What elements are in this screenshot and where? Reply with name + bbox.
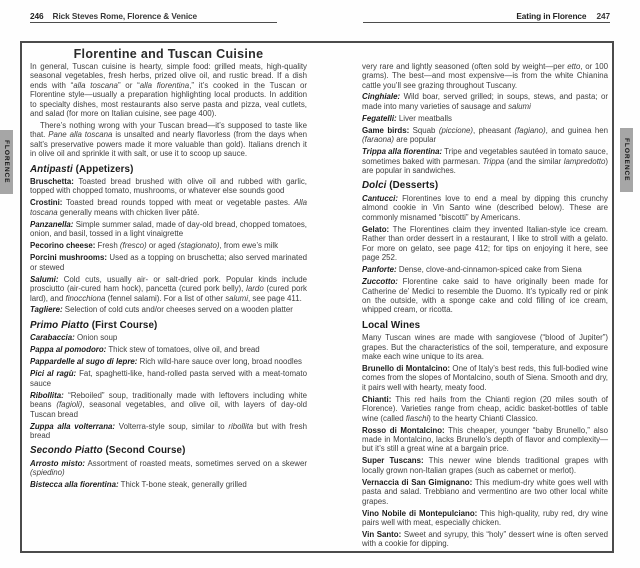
page-number-left: 246 bbox=[30, 11, 44, 21]
section-heading: Secondo Piatto (Second Course) bbox=[30, 445, 186, 457]
cuisine-entry: Chianti: This red hails from the Chianti region (20 miles south of Florence). Varieties range from cheap, acidic basket-bottles of table wine (called fiaschi) to the hearty Chianti Classico. bbox=[362, 394, 608, 423]
florence-tab-right: FLORENCE bbox=[620, 128, 633, 192]
box-title: Florentine and Tuscan Cuisine bbox=[73, 47, 264, 61]
entry-term: Bruschetta: bbox=[30, 177, 74, 187]
entry-term: Gelato: bbox=[362, 224, 390, 234]
page-number-right: 247 bbox=[596, 11, 610, 21]
entry-term: Pappa al pomodoro: bbox=[30, 345, 107, 355]
cuisine-entry: Pecorino cheese: Fresh (fresco) or aged (stagionato), from ewe’s milk bbox=[30, 241, 279, 251]
entry-term: Vin Santo: bbox=[362, 530, 402, 540]
cuisine-entry: Zuccotto: Florentine cake said to have originally been made for Catherine de’ Medici to resemble the Duomo. It’s typically red or pink on the outside, with a sponge cake and cold filling of ice cream, whipped cream, or ricotta. bbox=[362, 277, 608, 315]
cuisine-entry: Brunello di Montalcino: One of Italy’s best reds, this full-bodied wine comes from the slopes of Montalcino, south of Siena. Smooth and dry, it pairs well with hearty, meaty food. bbox=[362, 363, 608, 392]
cuisine-entry: Vin Santo: Sweet and syrupy, this “holy” dessert wine is often served with a cookie for dipping. bbox=[362, 530, 608, 549]
entry-term: Ribollita: bbox=[30, 390, 64, 400]
entry-term: Porcini mushrooms: bbox=[30, 253, 107, 263]
cuisine-entry: Rosso di Montalcino: This cheaper, younger “baby Brunello,” also made in Montalcino, lacks Brunello’s depth of flavor and complexity—but it’s still a great wine at a bargain price. bbox=[362, 425, 609, 454]
section-heading: Local Wines bbox=[362, 319, 421, 331]
cuisine-entry: Super Tuscans: This newer wine blends traditional grapes with locally grown non-Italian grapes (such as cabernet or merlot). bbox=[362, 456, 608, 475]
cuisine-entry: Tagliere: Selection of cold cuts and/or cheeses served on a wooden platter bbox=[30, 305, 293, 315]
florence-tab-left: FLORENCE bbox=[0, 130, 13, 194]
cuisine-entry: Gelato: The Florentines claim they invented Italian-style ice cream. Rather than order dessert in a restaurant, I like to stroll with a gelato. For more on gelato, see page 412; for tips on enjoying it here, see page 252. bbox=[362, 224, 608, 263]
entry-term: Pappardelle al sugo di lepre: bbox=[30, 357, 138, 367]
cuisine-entry: Bruschetta: Toasted bread brushed with olive oil and rubbed with garlic, topped with chopped tomato, mushrooms, or whatever else sounds good bbox=[30, 177, 307, 196]
cuisine-entry: Arrosto misto: Assortment of roasted meats, sometimes served on a skewer (spiedino) bbox=[30, 458, 307, 478]
entry-term: Zuccotto: bbox=[362, 277, 398, 287]
entry-term: Salumi: bbox=[30, 274, 59, 284]
cuisine-entry: Trippa alla fiorentina: Tripe and vegetables sautéed in tomato sauce, sometimes baked with parmesan. Trippa (and the similar lampredotto) are popular in sandwiches. bbox=[362, 147, 609, 176]
header-rule-right bbox=[363, 22, 610, 23]
paragraph: In general, Tuscan cuisine is hearty, simple food: grilled meats, high-quality seasonal vegetables, fresh herbs, prized olive oil, and rustic bread. If a dish ends with “alla toscana” or “alla fiorentina,” it’s cooked in the Tuscan or Florentine style—usually a preparation highlighting local products. In addition to specialty dishes, most restaurants also serve pasta and pizza, veal cutlets, and salad (for more on Italian cuisine, see page 400). bbox=[30, 62, 308, 119]
section-heading: Primo Piatto (First Course) bbox=[30, 319, 158, 331]
entry-term: Cantucci: bbox=[362, 193, 398, 203]
entry-term: Pecorino cheese: bbox=[30, 241, 96, 251]
entry-term: Vernaccia di San Gimignano: bbox=[362, 477, 473, 487]
entry-term: Pici al ragù: bbox=[30, 369, 77, 379]
entry-term: Crostini: bbox=[30, 198, 63, 208]
left-column bbox=[30, 62, 307, 492]
entry-term: Rosso di Montalcino: bbox=[362, 425, 445, 435]
paragraph: Many Tuscan wines are made with sangiovese (“blood of Jupiter”) grapes. But the characteristics of the soil, temperature, and exposure make each wine unique to its area. bbox=[362, 333, 608, 362]
sidebar-box bbox=[20, 41, 614, 553]
cuisine-entry: Pappa al pomodoro: Thick stew of tomatoes, olive oil, and bread bbox=[30, 345, 260, 355]
entry-term: Chianti: bbox=[362, 394, 392, 404]
cuisine-entry: Vino Nobile di Montepulciano: This high-quality, ruby red, dry wine pairs well with meat, especially chicken. bbox=[362, 508, 608, 528]
entry-term: Game birds: bbox=[362, 125, 410, 135]
cuisine-entry: Zuppa alla volterrana: Volterra-style soup, similar to ribollita but with fresh bread bbox=[30, 421, 308, 440]
entry-term: Panzanella: bbox=[30, 219, 74, 229]
cuisine-entry: Vernaccia di San Gimignano: This medium-dry white goes well with pasta and salad. Trebbiano and vermentino are two other local white grapes. bbox=[362, 477, 609, 506]
entry-term: Bistecca alla fiorentina: bbox=[30, 480, 119, 490]
entry-term: Arrosto misto: bbox=[30, 458, 86, 468]
header-rule-left bbox=[30, 22, 277, 23]
entry-term: Fegatelli: bbox=[362, 113, 397, 123]
entry-term: Tagliere: bbox=[30, 305, 63, 315]
cuisine-entry: Crostini: Toasted bread rounds topped with meat or vegetable pastes. Alla toscana generally means with chicken liver pâté. bbox=[30, 198, 307, 217]
entry-term: Panforte: bbox=[362, 265, 397, 275]
page-header-left bbox=[30, 11, 197, 21]
cuisine-entry: Bistecca alla fiorentina: Thick T-bone steak, generally grilled bbox=[30, 480, 247, 490]
cuisine-entry: Cinghiale: Wild boar, served grilled; in soups, stews, and pasta; or made into many varieties of sausage and salumi bbox=[362, 92, 608, 111]
cuisine-entry: Carabaccia: Onion soup bbox=[30, 333, 118, 343]
section-heading: Dolci (Desserts) bbox=[362, 180, 439, 192]
cuisine-entry: Fegatelli: Liver meatballs bbox=[362, 113, 452, 123]
paragraph: There’s nothing wrong with your Tuscan bread—it’s supposed to taste like that. Pane alla toscana is unsalted and nearly flavorless (from the days when salt’s preservative powers made it more valuable than gold). Italians drench it in olive oil and sprinkle it with salt, or use it to scoop up sauce. bbox=[30, 120, 308, 159]
section-heading: Antipasti (Appetizers) bbox=[30, 163, 134, 175]
cuisine-entry: Pappardelle al sugo di lepre: Rich wild-hare sauce over long, broad noodles bbox=[30, 357, 302, 367]
entry-term: Brunello di Montalcino: bbox=[362, 363, 451, 373]
paragraph: very rare and lightly seasoned (often sold by weight—per etto, or 100 grams). The best—and most expensive—is from the white Chianina cattle you’ll see grazing throughout Tuscany. bbox=[362, 62, 608, 90]
cuisine-entry: Panforte: Dense, clove-and-cinnamon-spiced cake from Siena bbox=[362, 265, 582, 275]
cuisine-entry: Panzanella: Simple summer salad, made of day-old bread, chopped tomatoes, onion, and basil, tossed in a light vinaigrette bbox=[30, 219, 307, 239]
entry-term: Zuppa alla volterrana: bbox=[30, 421, 116, 431]
entry-term: Trippa alla fiorentina: bbox=[362, 147, 443, 157]
right-column bbox=[362, 62, 608, 551]
page-header-right bbox=[363, 11, 610, 21]
book-title: Rick Steves Rome, Florence & Venice bbox=[52, 11, 198, 21]
entry-term: Cinghiale: bbox=[362, 92, 401, 102]
cuisine-entry: Pici al ragù: Fat, spaghetti-like, hand-rolled pasta served with a meat-tomato sauce bbox=[30, 369, 307, 388]
chapter-title: Eating in Florence bbox=[516, 11, 587, 21]
cuisine-entry: Ribollita: “Reboiled” soup, traditionally made with leftovers including white beans (fagioli), seasonal vegetables, and olive oil, with layers of day-old Tuscan bread bbox=[30, 390, 308, 419]
cuisine-entry: Salumi: Cold cuts, usually air- or salt-dried pork. Popular kinds include prosciutto (air-cured ham hock), pancetta (cured pork belly), lardo (cured pork lard), and finocchiona (fennel salami). For a list of other salumi, see page 411. bbox=[30, 274, 307, 303]
entry-term: Super Tuscans: bbox=[362, 456, 424, 466]
cuisine-entry: Cantucci: Florentines love to end a meal by dipping this crunchy almond cookie in Vin Santo wine (described below). These are commonly misnamed “biscotti” by Americans. bbox=[362, 193, 608, 222]
entry-term: Carabaccia: bbox=[30, 333, 75, 343]
entry-term: Vino Nobile di Montepulciano: bbox=[362, 508, 478, 518]
cuisine-entry: Porcini mushrooms: Used as a topping on bruschetta; also served marinated or stewed bbox=[30, 253, 307, 272]
cuisine-entry: Game birds: Squab (piccione), pheasant (fagiano), and guinea hen (faraona) are popular bbox=[362, 125, 609, 145]
